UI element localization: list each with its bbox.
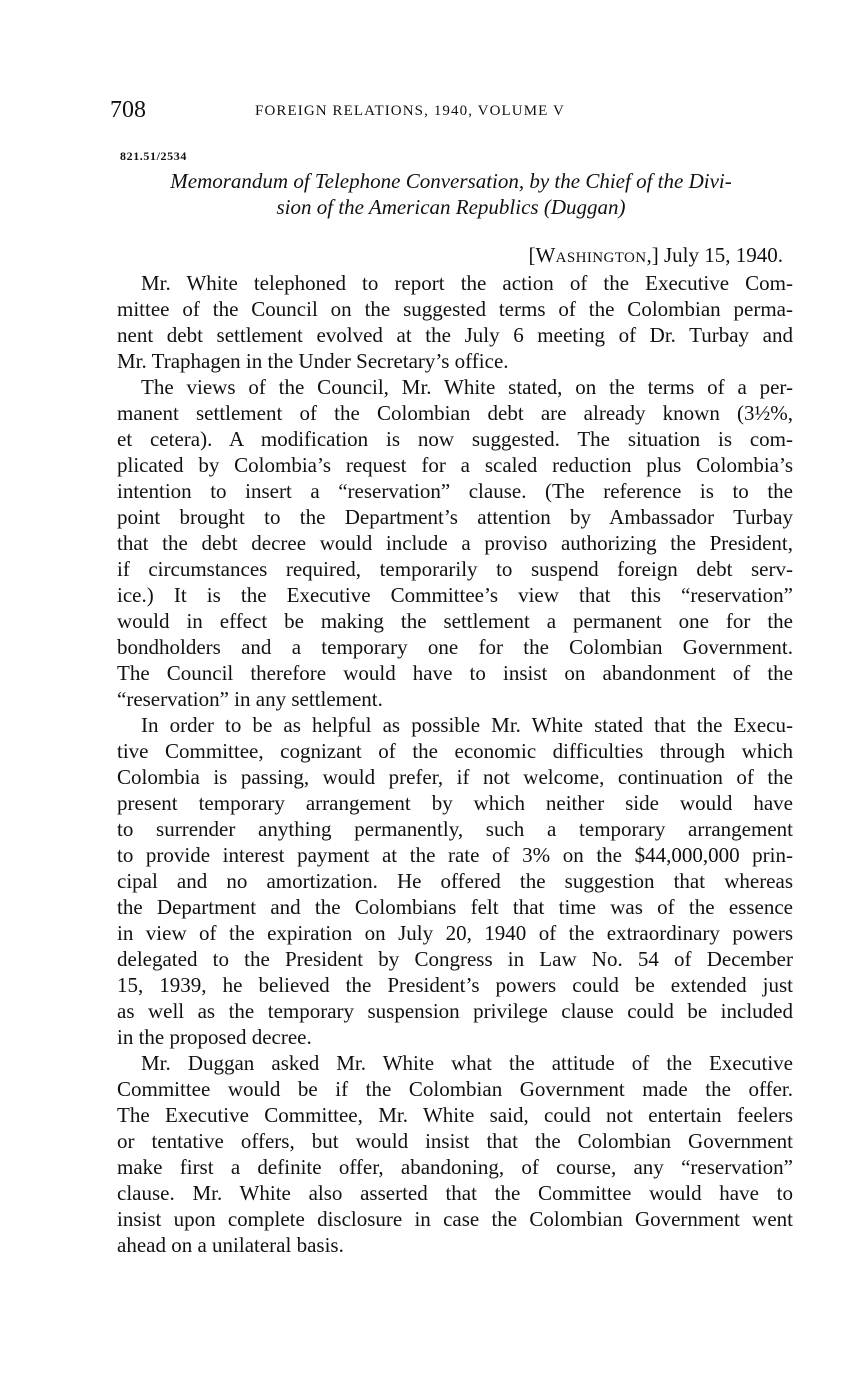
paragraph-line: et cetera). A modification is now suggested. The situation is com-	[117, 427, 793, 451]
paragraph-line: Mr. Duggan asked Mr. White what the attitude of the Executive	[141, 1051, 793, 1075]
paragraph-line: tive Committee, cognizant of the economic difficulties through which	[117, 739, 793, 763]
paragraph-line: in the proposed decree.	[117, 1025, 312, 1049]
paragraph-line: insist upon complete disclosure in case the Colombian Government went	[117, 1207, 793, 1231]
memo-title	[115, 168, 787, 220]
paragraph-line: clause. Mr. White also asserted that the Committee would have to	[117, 1181, 793, 1205]
paragraph-line: present temporary arrangement by which neither side would have	[117, 791, 793, 815]
paragraph-line: ice.) It is the Executive Committee’s view that this “reservation”	[117, 583, 793, 607]
paragraph	[117, 712, 793, 1050]
paragraph-line: or tentative offers, but would insist that the Colombian Government	[117, 1129, 793, 1153]
paragraph-line: “reservation” in any settlement.	[117, 687, 383, 711]
running-head-title: FOREIGN RELATIONS, 1940, VOLUME V	[255, 103, 565, 119]
paragraph-line: to surrender anything permanently, such a temporary arrangement	[117, 817, 793, 841]
paragraph-line: 15, 1939, he believed the President’s powers could be extended just	[117, 973, 793, 997]
paragraph-line: nent debt settlement evolved at the July 6 meeting of Dr. Turbay and	[117, 323, 793, 347]
paragraph-line: point brought to the Department’s attention by Ambassador Turbay	[117, 505, 793, 529]
paragraph-line: the Department and the Colombians felt that time was of the essence	[117, 895, 793, 919]
paragraph-line: make first a definite offer, abandoning, of course, any “reservation”	[117, 1155, 793, 1179]
paragraph-line: cipal and no amortization. He offered the suggestion that whereas	[117, 869, 793, 893]
paragraph-line: if circumstances required, temporarily to suspend foreign debt serv-	[117, 557, 793, 581]
paragraph-line: mittee of the Council on the suggested terms of the Colombian perma-	[117, 297, 793, 321]
dateline-prefix: [	[528, 243, 536, 267]
paragraph-line: The Council therefore would have to insist on abandonment of the	[117, 661, 793, 685]
paragraph	[117, 270, 793, 374]
paragraph-line: In order to be as helpful as possible Mr. White stated that the Execu-	[141, 713, 793, 737]
paragraph-line: Committee would be if the Colombian Government made the offer.	[117, 1077, 793, 1101]
paragraph-line: that the debt decree would include a proviso authorizing the President,	[117, 531, 793, 555]
running-head	[110, 96, 790, 126]
paragraph-line: manent settlement of the Colombian debt are already known (3½%,	[117, 401, 793, 425]
paragraph-line: Colombia is passing, would prefer, if not welcome, continuation of the	[117, 765, 793, 789]
paragraph-line: would in effect be making the settlement a permanent one for the	[117, 609, 793, 633]
paragraph-line: Mr. Traphagen in the Under Secretary’s office.	[117, 349, 509, 373]
page-number: 708	[110, 97, 146, 123]
paragraph-line: plicated by Colombia’s request for a scaled reduction plus Colombia’s	[117, 453, 793, 477]
paragraph-line: in view of the expiration on July 20, 1940 of the extraordinary powers	[117, 921, 793, 945]
file-reference: 821.51/2534	[120, 149, 187, 163]
paragraph-line: The views of the Council, Mr. White stated, on the terms of a per-	[141, 375, 793, 399]
memo-title-line: Memorandum of Telephone Conversation, by the Chief of the Divi-	[170, 169, 732, 193]
paragraph	[117, 374, 793, 712]
dateline-place: Washington	[535, 243, 647, 267]
paragraph-line: ahead on a unilateral basis.	[117, 1233, 344, 1257]
paragraph-line: intention to insert a “reservation” clause. (The reference is to the	[117, 479, 793, 503]
dateline	[528, 242, 783, 268]
paragraph-line: delegated to the President by Congress in Law No. 54 of December	[117, 947, 793, 971]
paragraph-line: bondholders and a temporary one for the Colombian Government.	[117, 635, 793, 659]
paragraph-line: as well as the temporary suspension privilege clause could be included	[117, 999, 793, 1023]
paragraph	[117, 1050, 793, 1258]
paragraph-line: to provide interest payment at the rate of 3% on the $44,000,000 prin-	[117, 843, 793, 867]
memo-body	[117, 270, 793, 1258]
paragraph-line: The Executive Committee, Mr. White said, could not entertain feelers	[117, 1103, 793, 1127]
paragraph-line: Mr. White telephoned to report the action of the Executive Com-	[141, 271, 793, 295]
dateline-date: ,] July 15, 1940.	[646, 243, 783, 267]
memo-title-line: sion of the American Republics (Duggan)	[276, 195, 626, 219]
